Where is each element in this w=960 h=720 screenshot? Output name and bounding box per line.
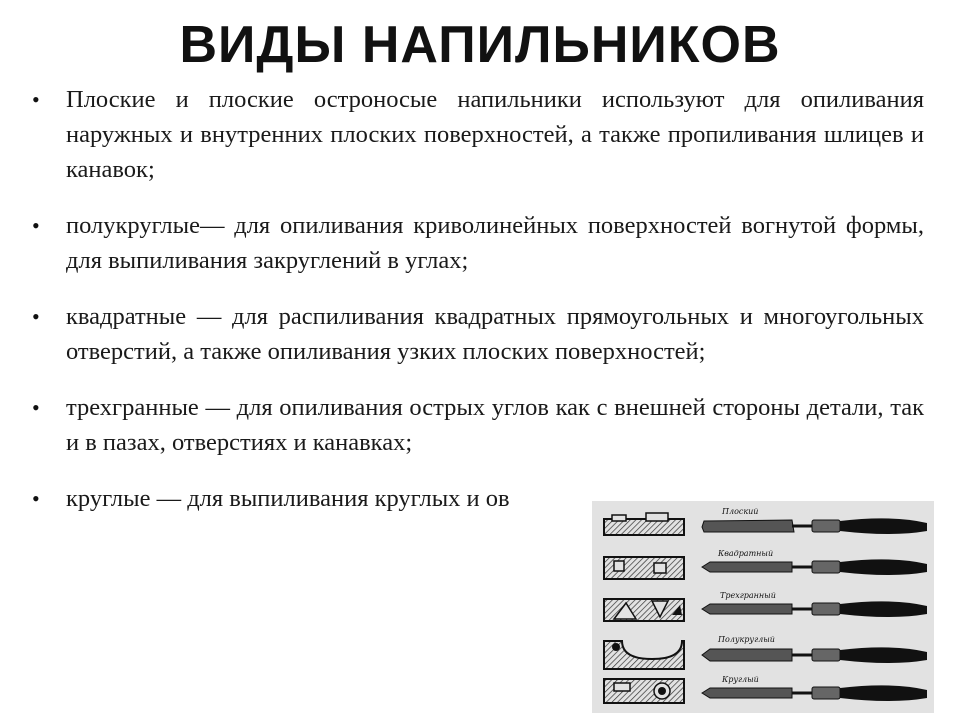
list-item-flat [32,82,924,187]
bullet: • [32,213,40,238]
illustration-label: Круглый [722,675,759,684]
bullet: • [32,304,40,329]
workpiece-triangular-icon [604,599,684,621]
list-item-text: трехгранные — для опиливания острых углов как с внешней стороны детали, так и в пазах, отверстиях и канавках; [66,394,924,456]
illustration-label: Трехгранный [720,591,776,600]
illustration-label: Полукруглый [718,635,775,644]
flat-file-icon [702,518,927,534]
illustration-label: Плоский [722,507,759,516]
workpiece-flat-icon [604,513,684,535]
illustration-label: Квадратный [718,549,774,558]
half-round-file-icon [702,647,927,663]
workpiece-round-icon [604,679,684,703]
file-types-illustration [592,501,934,713]
workpiece-half-round-icon [604,641,684,669]
bullet: • [32,486,40,511]
list-item-triangular [32,390,924,460]
bullet: • [32,395,40,420]
square-file-icon [702,559,927,575]
list-item-text: полукруглые— для опиливания криволинейных поверхностей вогнутой формы, для выпиливания закруглений в углах; [66,212,924,274]
bullet: • [32,87,40,112]
list-item-half-round [32,208,924,278]
round-file-icon [702,685,927,701]
triangular-file-icon [702,601,927,617]
list-item-text: круглые — для выпиливания круглых и ов [66,485,510,512]
list-item-text: Плоские и плоские остроносые напильники используют для опиливания наружных и внутренних плоских поверхностей, а также пропиливания шлицев и канавок; [66,86,924,183]
list-item-square [32,299,924,369]
file-types-list [32,82,924,537]
list-item-text: квадратные — для распиливания квадратных прямоугольных и многоугольных отверстий, а также опиливания узких плоских поверхностей; [66,303,924,365]
page-title: ВИДЫ НАПИЛЬНИКОВ [179,16,781,74]
workpiece-square-icon [604,557,684,579]
